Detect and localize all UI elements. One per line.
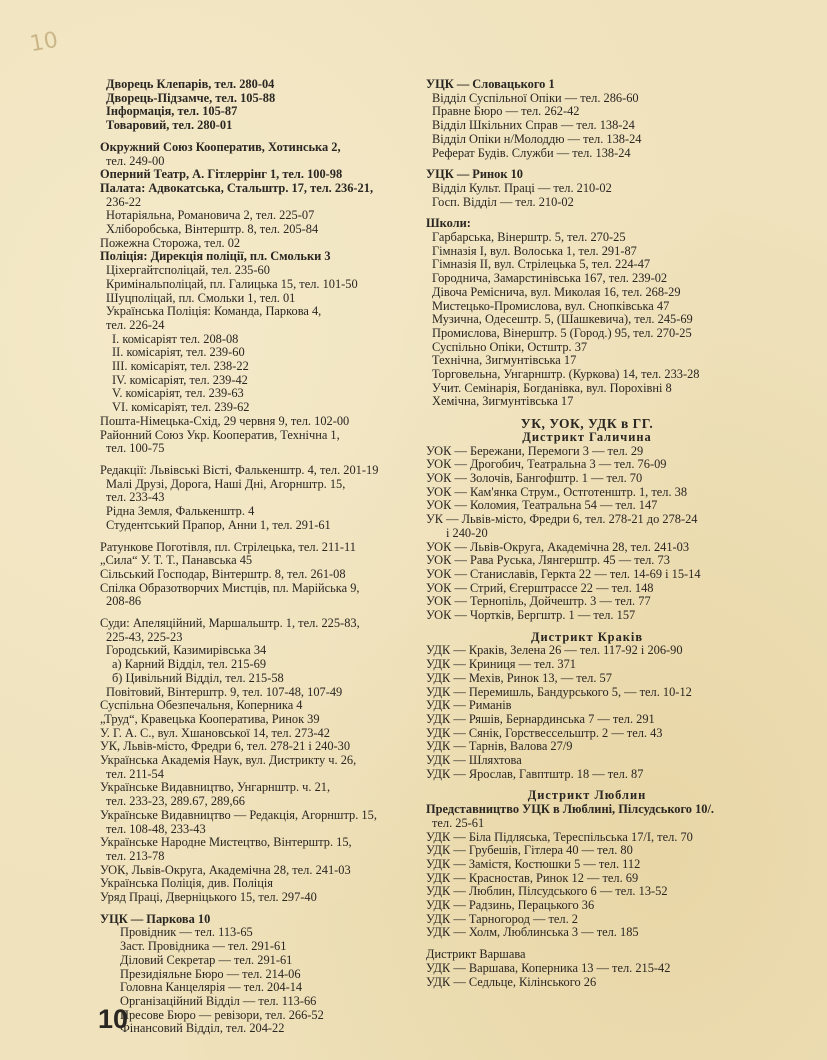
right-column-entry: УОК — Дрогобич, Театральна 3 — тел. 76-09 — [426, 457, 667, 472]
left-column-entry: Головна Канцелярія — тел. 204-14 — [120, 980, 303, 995]
corner-pencil-mark: 10 — [28, 27, 60, 58]
left-column-entry: а) Карний Відділ, тел. 215-69 — [112, 657, 267, 672]
left-column-entry: Районний Союз Укр. Кооператив, Технічна 1, — [100, 427, 340, 442]
left-column-entry: Ратункове Поготівля, пл. Стрілецька, тел. 211-11 — [100, 539, 356, 554]
right-column-entry: Відділ Шкільних Справ — тел. 138-24 — [432, 118, 635, 133]
right-column-entry: УДК — Седльце, Кілінського 26 — [426, 974, 597, 989]
left-column-entry: 236-22 — [106, 194, 142, 209]
right-column-entry: Представництво УЦК в Люблині, Пілсудського 10/. — [426, 802, 715, 817]
right-column-entry: Правне Бюро — тел. 262-42 — [432, 104, 580, 119]
left-column-entry: Уряд Праці, Дверніцького 15, тел. 297-40 — [100, 890, 317, 905]
left-column-entry: тел. 100-75 — [106, 441, 165, 456]
right-column-entry: УОК — Стрий, Єгерштрассе 22 — тел. 148 — [426, 580, 654, 595]
left-column-entry: VI. комісаріят, тел. 239-62 — [112, 400, 250, 415]
left-column-entry: УК, Львів-місто, Фредри 6, тел. 278-21 і 240-30 — [100, 739, 351, 754]
left-column-entry: Малі Друзі, Дорога, Наші Дні, Агорнштр. 15, — [106, 476, 346, 491]
right-column-entry: УДК — Ряшів, Бернардинська 7 — тел. 291 — [426, 711, 655, 726]
right-column-entry: УДК — Тарнів, Валова 27/9 — [426, 739, 573, 754]
right-column-entry: УДК — Грубешів, Гітлера 40 — тел. 80 — [426, 843, 633, 858]
left-column-entry: Пошта-Німецька-Схід, 29 червня 9, тел. 102-00 — [100, 413, 350, 428]
left-column-entry: Українське Видавництво — Редакція, Агорнштр. 15, — [100, 807, 377, 822]
left-column-entry: Поліція: Дирекція поліції, пл. Смольки 3 — [100, 249, 331, 264]
right-column-entry: УОК — Львів-Округа, Академічна 28, тел. 241-03 — [426, 539, 690, 554]
right-column-section-heading: УК, УОК, УДК в ГГ. — [520, 416, 654, 432]
left-column-entry: Городський, Казимирівська 34 — [106, 643, 267, 658]
right-column-entry: Суспільно Опіки, Остштр. 37 — [432, 339, 588, 354]
left-column-entry: Провідник — тел. 113-65 — [120, 925, 253, 940]
left-column-entry: „Труд“, Кравецька Кооператива, Ринок 39 — [100, 711, 320, 726]
right-column-entry: Городнича, Замарстинівська 167, тел. 239-02 — [432, 271, 668, 286]
left-column-entry: Товаровий, тел. 280-01 — [106, 118, 233, 133]
right-column-entry: УДК — Красностав, Ринок 12 — тел. 69 — [426, 870, 639, 885]
right-column-entry: УОК — Золочів, Бангофштр. 1 — тел. 70 — [426, 470, 643, 485]
left-column-entry: Організаційний Відділ — тел. 113-66 — [120, 994, 317, 1008]
left-column-entry: Українське Видавництво, Унгарнштр. ч. 21, — [100, 780, 331, 795]
left-column-entry: 225-43, 225-23 — [106, 629, 183, 644]
left-column-entry: Оперний Театр, А. Гітлеррінг 1, тел. 100-98 — [100, 167, 343, 182]
left-column-entry: I. комісаріят тел. 208-08 — [112, 331, 239, 346]
left-column-entry: Українська Поліція: Команда, Паркова 4, — [106, 304, 322, 319]
left-column-entry: „Сила“ У. Т. Т., Панавська 45 — [100, 553, 253, 568]
left-column-entry: Пресове Бюро — ревізори, тел. 266-52 — [120, 1007, 324, 1022]
right-column-entry: Відділ Культ. Праці — тел. 210-02 — [432, 180, 612, 195]
right-column-entry: УДК — Біла Підляська, Тереспільська 17/I, тел. 70 — [426, 829, 693, 844]
left-column-entry: Ціхергайтсполіцай, тел. 235-60 — [106, 263, 270, 278]
left-column-entry: Суспільна Обезпечальня, Коперника 4 — [100, 698, 303, 713]
left-column-entry: УЦК — Паркова 10 — [100, 911, 211, 926]
left-column-entry: Нотаріяльна, Романовича 2, тел. 225-07 — [106, 208, 315, 223]
right-column-entry: УОК — Тернопіль, Дойчештр. 3 — тел. 77 — [426, 594, 651, 609]
left-column-entry: Сільський Господар, Вінтерштр. 8, тел. 261-08 — [100, 566, 346, 581]
right-column-entry: Госп. Відділ — тел. 210-02 — [432, 194, 574, 209]
left-column-entry: Заст. Провідника — тел. 291-61 — [120, 939, 287, 954]
right-column-entry: Дівоча Реміснича, вул. Миколая 16, тел. 268-29 — [432, 284, 681, 299]
left-column-entry: тел. 226-24 — [106, 317, 165, 332]
left-column-entry: Українська Поліція, див. Поліція — [100, 876, 273, 891]
right-column-entry: Промислова, Вінерштр. 5 (Город.) 95, тел. 270-25 — [432, 325, 692, 340]
right-column-entry: УОК — Коломия, Театральна 54 — тел. 147 — [426, 498, 658, 513]
left-column-entry: Рідна Земля, Фалькенштр. 4 — [106, 504, 255, 519]
left-column-entry: Спілка Образотворчих Мистців, пл. Марійська 9, — [100, 580, 360, 595]
right-column-entry: УДК — Сянік, Горствессельштр. 2 — тел. 43 — [426, 725, 663, 740]
right-column-entry: Мистецько-Промислова, вул. Снопківська 47 — [432, 298, 670, 313]
right-column-entry: УЦК — Словацького 1 — [426, 77, 555, 91]
left-column-entry: V. комісаріят, тел. 239-63 — [112, 386, 244, 401]
left-column-entry: IV. комісаріят, тел. 239-42 — [112, 372, 248, 387]
right-column-entry: УДК — Люблин, Пілсудського 6 — тел. 13-52 — [426, 884, 668, 899]
left-column-entry: Студентський Прапор, Анни 1, тел. 291-61 — [106, 517, 331, 532]
right-column-entry: Реферат Будів. Служби — тел. 138-24 — [432, 145, 631, 160]
left-column-entry: тел. 233-23, 289.67, 289,66 — [106, 794, 245, 809]
left-column-entry: Шуцполіцай, пл. Смольки 1, тел. 01 — [106, 290, 296, 305]
left-column-entry: тел. 213-78 — [106, 848, 165, 863]
right-column-entry: тел. 25-61 — [432, 815, 485, 830]
left-column-entry: Українське Народне Мистецтво, Вінтерштр. 15, — [100, 835, 352, 850]
left-column-entry: Інформація, тел. 105-87 — [106, 104, 238, 119]
left-column — [100, 78, 418, 1036]
right-column-entry: УДК — Ярослав, Гавптштр. 18 — тел. 87 — [426, 766, 644, 781]
right-column-entry: Торговельна, Унгарнштр. (Куркова) 14, тел. 233-28 — [432, 367, 700, 382]
page-number: 10 — [98, 1004, 129, 1034]
right-column-entry: Дистрикт Варшава — [426, 947, 526, 962]
right-column-section-heading: Дистрикт Краків — [530, 629, 644, 644]
right-column-entry: УОК — Кам'янка Струм., Остготенштр. 1, тел. 38 — [426, 484, 688, 499]
right-column-entry: Гімназія II, вул. Стрілецька 5, тел. 224-47 — [432, 257, 651, 272]
left-column-entry: тел. 211-54 — [106, 766, 164, 781]
left-column-entry: Окружний Союз Кооператив, Хотинська 2, — [100, 139, 341, 154]
right-column-entry: УДК — Тарногород — тел. 2 — [426, 911, 578, 926]
left-column-entry: Кримінальполіцай, пл. Галицька 15, тел. 101-50 — [106, 276, 358, 291]
right-column-section-heading: Дистрикт Люблин — [527, 788, 647, 803]
left-column-entry: 208-86 — [106, 594, 142, 609]
right-column-entry: УОК — Бережани, Перемоги 3 — тел. 29 — [426, 443, 644, 458]
right-column-entry: Відділ Суспільної Опіки — тел. 286-60 — [432, 90, 639, 105]
right-column-entry: Музична, Одесештр. 5, (Шашкевича), тел. 245-69 — [432, 312, 693, 327]
left-column-entry: II. комісаріят, тел. 239-60 — [112, 345, 245, 360]
right-column-entry: Гарбарська, Вінерштр. 5, тел. 270-25 — [432, 230, 626, 245]
left-column-entry: Суди: Апеляційний, Маршальштр. 1, тел. 225-83, — [100, 616, 360, 631]
right-column-entry: УОК — Рава Руська, Лянгерштр. 45 — тел. 73 — [426, 553, 670, 568]
left-column-entry: У. Г. А. С., вул. Хшановської 14, тел. 273-42 — [100, 725, 330, 740]
right-column-spacer — [426, 209, 748, 217]
right-column-entry: УДК — Радзинь, Перацького 36 — [426, 898, 595, 913]
left-column-entry: III. комісаріят, тел. 238-22 — [112, 359, 249, 374]
right-column-entry: УДК — Криниця — тел. 371 — [426, 657, 576, 672]
left-column-entry: Президіяльне Бюро — тел. 214-06 — [120, 966, 301, 981]
right-column-entry: УК — Львів-місто, Фредри 6, тел. 278-21 до 278-24 — [426, 512, 698, 527]
left-column-entry: тел. 108-48, 233-43 — [106, 821, 206, 836]
right-column-entry: Учит. Семінарія, Богданівка, вул. Порохівні 8 — [432, 380, 672, 395]
right-column-entry: УОК — Станиславів, Геркта 22 — тел. 14-69 і 15-14 — [426, 566, 701, 581]
right-column-entry: УДК — Мехів, Ринок 13, — тел. 57 — [426, 670, 612, 685]
left-column-entry: УОК, Львів-Округа, Академічна 28, тел. 241-03 — [100, 862, 351, 877]
left-column-entry: Пожежна Сторожа, тел. 02 — [100, 235, 241, 250]
right-column-entry: Школи: — [426, 216, 471, 231]
left-column-entry: тел. 249-00 — [106, 153, 165, 168]
right-column — [426, 78, 748, 989]
right-column-entry: Відділ Опіки н/Молоддю — тел. 138-24 — [432, 131, 642, 146]
right-column-entry: УДК — Варшава, Коперника 13 — тел. 215-42 — [426, 960, 671, 975]
left-column-entry: Дворець Клепарів, тел. 280-04 — [106, 77, 275, 91]
right-column-entry: УДК — Перемишль, Бандурського 5, — тел. 10-12 — [426, 684, 692, 699]
right-column-entry: УДК — Шляхтова — [426, 753, 522, 768]
right-column-entry: Хемічна, Зигмунтівська 17 — [432, 394, 574, 409]
left-column-entry: б) Цивільний Відділ, тел. 215-58 — [112, 670, 284, 685]
left-column-entry: Палата: Адвокатська, Стальштр. 17, тел. 236-21, — [100, 180, 374, 195]
right-column-entry: УЦК — Ринок 10 — [426, 167, 523, 182]
left-column-entry: Українська Академія Наук, вул. Дистрикту ч. 26, — [100, 753, 357, 768]
left-column-entry: Діловий Секретар — тел. 291-61 — [120, 952, 293, 967]
right-column-entry: УОК — Чортків, Бергштр. 1 — тел. 157 — [426, 608, 636, 623]
left-column-entry: Редакції: Львівські Вісті, Фалькенштр. 4, тел. 201-19 — [100, 462, 379, 477]
right-column-section-heading: Дистрикт Галичина — [522, 429, 652, 444]
left-column-entry: Хліборобська, Вінтерштр. 8, тел. 205-84 — [106, 222, 319, 237]
left-column-entry: Повітовий, Вінтерштр. 9, тел. 107-48, 107-49 — [106, 684, 343, 699]
right-column-entry: УДК — Риманів — [426, 698, 512, 713]
left-column-entry: Дворець-Підзамче, тел. 105-88 — [106, 90, 276, 105]
right-column-entry: Технічна, Зигмунтівська 17 — [432, 353, 577, 368]
right-column-entry: Гімназія I, вул. Волоська 1, тел. 291-87 — [432, 243, 637, 258]
right-column-entry: УДК — Холм, Люблинська 3 — тел. 185 — [426, 925, 639, 940]
right-column-entry: і 240-20 — [446, 525, 488, 540]
right-column-entry: УДК — Краків, Зелена 26 — тел. 117-92 і 206-90 — [426, 643, 683, 658]
left-column-entry: Фінансовий Відділ, тел. 204-22 — [120, 1021, 285, 1036]
right-column-entry: УДК — Замістя, Костюшки 5 — тел. 112 — [426, 856, 641, 871]
left-column-entry: тел. 233-43 — [106, 490, 165, 505]
